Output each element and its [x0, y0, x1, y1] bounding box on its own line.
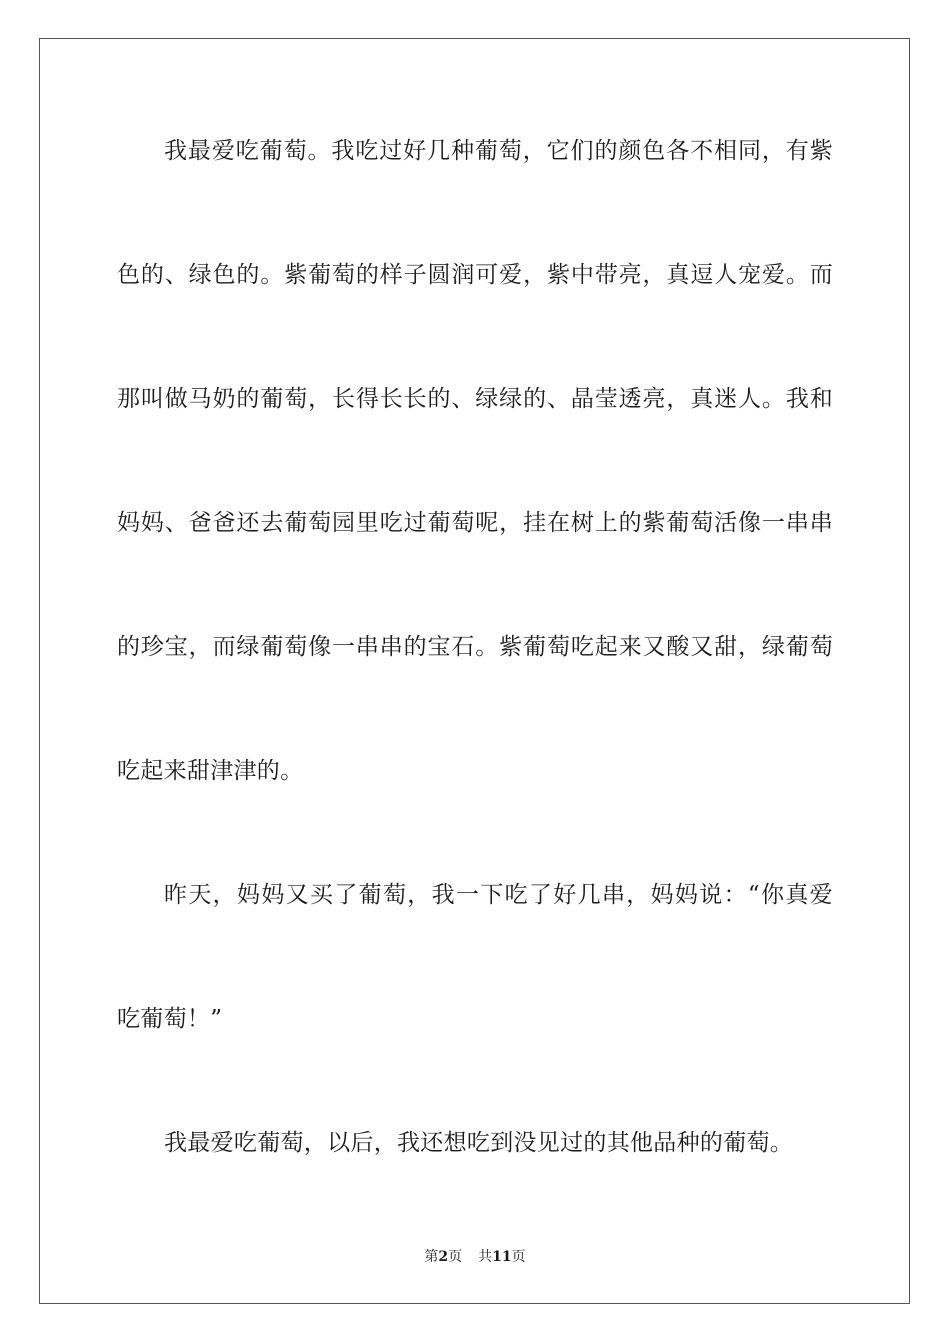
page-suffix: 页 [448, 1249, 463, 1265]
paragraph-1-line-6: 吃起来甜津津的。 [117, 758, 304, 784]
paragraph-2-line-1: 昨天，妈妈又买了葡萄，我一下吃了好几串，妈妈说：“你真爱 [164, 882, 833, 908]
paragraph-1-line-4: 妈妈、爸爸还去葡萄园里吃过葡萄呢，挂在树上的紫葡萄活像一串串 [117, 510, 833, 536]
paragraph-1-line-3: 那叫做马奶的葡萄，长得长长的、绿绿的、晶莹透亮，真迷人。我和 [117, 386, 833, 412]
paragraph-1-line-5: 的珍宝，而绿葡萄像一串串的宝石。紫葡萄吃起来又酸又甜，绿葡萄 [117, 634, 833, 660]
page-prefix: 第 [424, 1249, 439, 1265]
paragraph-3-line-1: 我最爱吃葡萄，以后，我还想吃到没见过的其他品种的葡萄。 [164, 1130, 794, 1156]
total-suffix: 页 [511, 1249, 526, 1265]
page-number: 2 [438, 1249, 449, 1265]
paragraph-1-line-2: 色的、绿色的。紫葡萄的样子圆润可爱，紫中带亮，真逗人宠爱。而 [117, 262, 833, 288]
paragraph-2-line-2: 吃葡萄！” [117, 1006, 223, 1032]
paragraph-1-line-1: 我最爱吃葡萄。我吃过好几种葡萄，它们的颜色各不相同，有紫 [164, 138, 833, 164]
page-footer [0, 1248, 950, 1266]
total-prefix: 共 [478, 1249, 493, 1265]
page-frame [39, 38, 910, 1304]
total-pages: 11 [492, 1249, 512, 1265]
